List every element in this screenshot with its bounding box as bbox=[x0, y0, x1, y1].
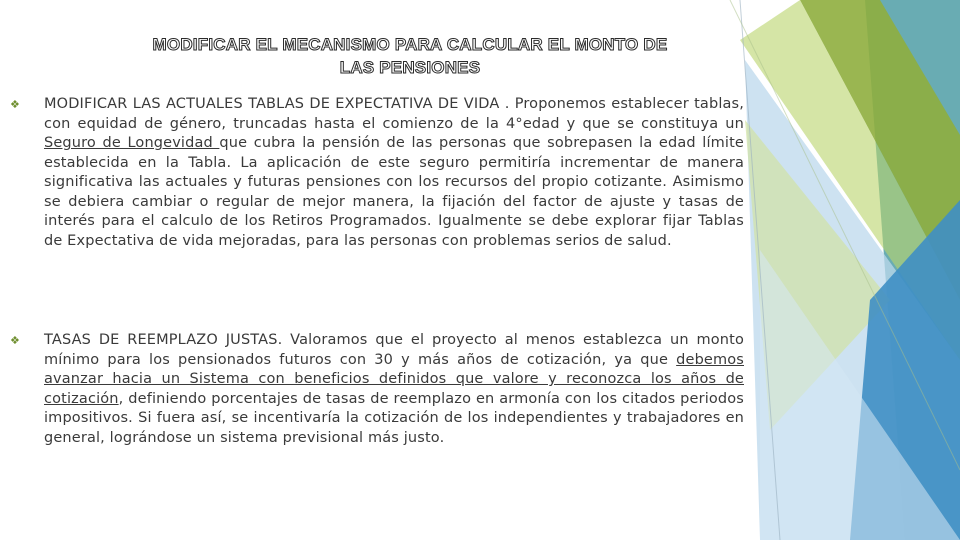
bullet-2-text: TASAS DE REEMPLAZO JUSTAS. Valoramos que el proyecto al menos establezca un monto mínimo para los pensionados futuros con 30 y más años de cotización, ya que bbox=[44, 332, 744, 368]
bullet-text-2 bbox=[44, 331, 744, 448]
bullet-text-1 bbox=[44, 95, 744, 251]
bullet-1-underlined: Seguro de Longevidad bbox=[44, 135, 220, 151]
diamond-bullet-icon: ❖ bbox=[10, 98, 20, 111]
bullet-2-underlined: debemos avanzar hacia un Sistema con beneficios definidos que valore y reconozca los años de cotización bbox=[44, 351, 744, 407]
bullet-2-text-end: , definiendo porcentajes de tasas de reemplazo en armonía con los citados periodos impositivos. Si fuera así, se incentivaría la cotización de los independientes y trabajadores en general, lográndose un sistema previsional más justo. bbox=[44, 390, 744, 446]
bullet-1-text: MODIFICAR LAS ACTUALES TABLAS DE EXPECTATIVA DE VIDA . Proponemos establecer tablas, con equidad de género, truncadas hasta el comienzo de la 4°edad y que se constituya un bbox=[44, 96, 744, 132]
title-line-1: MODIFICAR EL MECANISMO PARA CALCULAR EL MONTO DE bbox=[152, 35, 668, 54]
slide-title bbox=[40, 33, 780, 79]
title-line-2: LAS PENSIONES bbox=[339, 58, 481, 77]
bullet-1-text-end: que cubra la pensión de las personas que sobrepasen la edad límite establecida en la Tabla. La aplicación de este seguro permitiría incrementar de manera significativa las actuales y futuras pensiones con los recursos del propio cotizante. Asimismo se debiera cambiar o regular de mejor manera, la fijación del factor de ajuste y tasas de interés para el calculo de los Retiros Programados. Igualmente se debe explorar fijar Tablas de Expectativa de vida mejoradas, para las personas con problemas serios de salud. bbox=[44, 135, 744, 249]
diamond-bullet-icon: ❖ bbox=[10, 334, 20, 347]
